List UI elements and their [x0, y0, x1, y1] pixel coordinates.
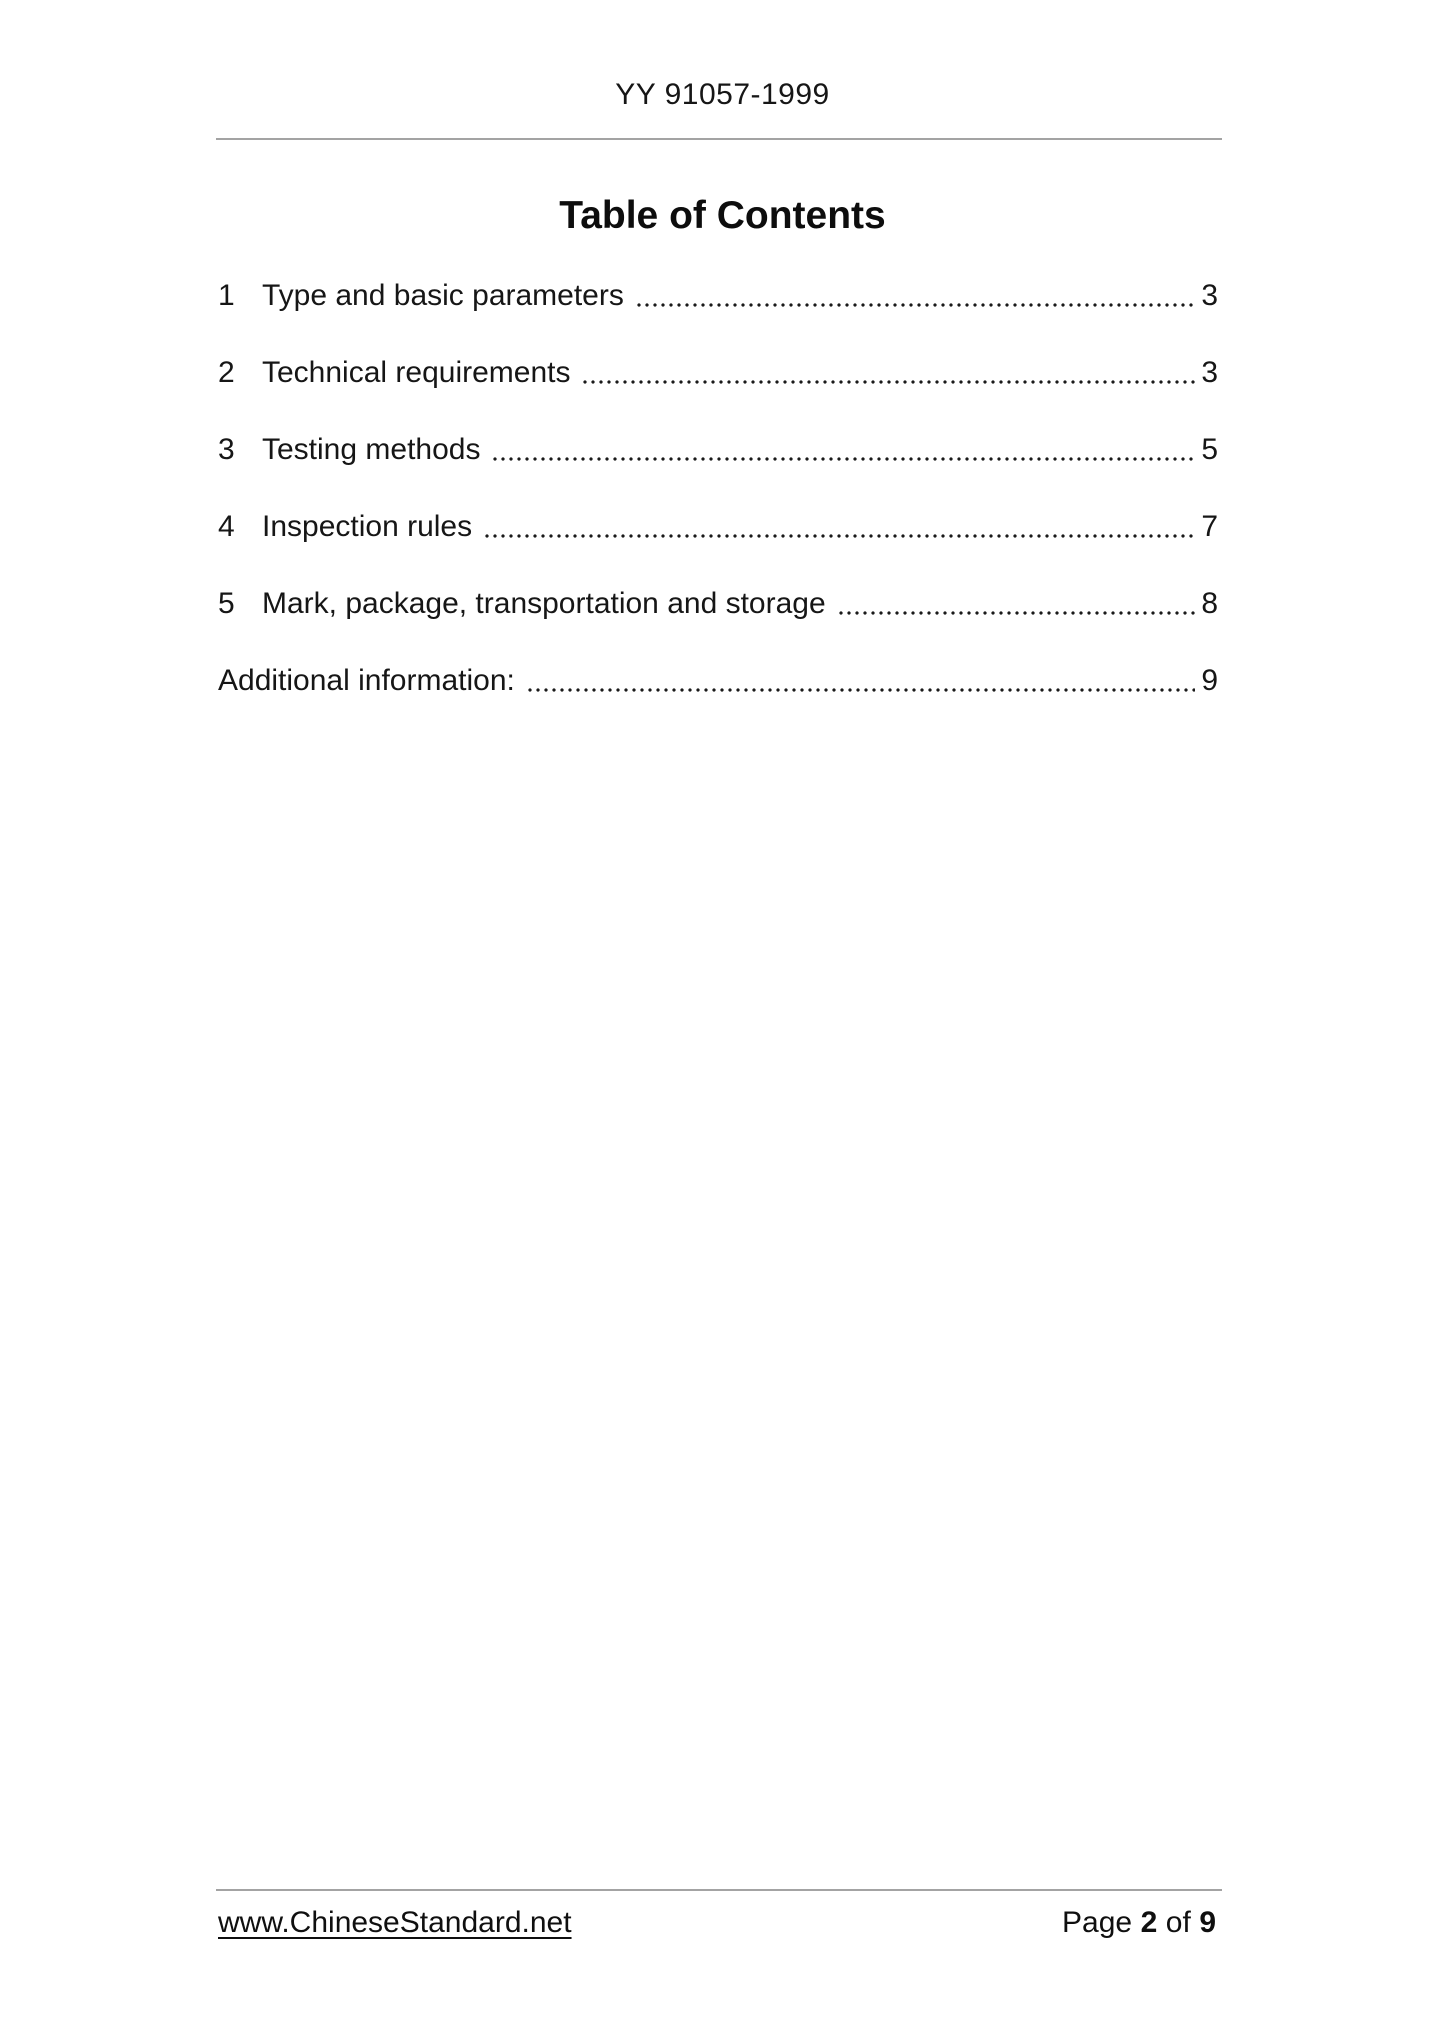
- toc-entry: [218, 663, 1218, 699]
- footer-page-word: Page: [1062, 1906, 1133, 1939]
- toc-list: [218, 278, 1218, 740]
- toc-entry: [218, 278, 1218, 314]
- footer-page-indicator: [1062, 1906, 1216, 1940]
- footer: [218, 1906, 1216, 1940]
- toc-entry-label: Additional information:: [218, 664, 515, 697]
- toc-leader-dots: [489, 432, 1195, 468]
- toc-entry: [218, 355, 1218, 391]
- toc-entry-page: 3: [1201, 356, 1218, 389]
- toc-entry-number: 1: [218, 279, 235, 312]
- footer-divider: [216, 1889, 1222, 1891]
- toc-entry: [218, 509, 1218, 545]
- toc-entry-label: Mark, package, transportation and storage: [262, 587, 826, 620]
- toc-entry-label: Inspection rules: [262, 510, 473, 543]
- toc-entry-page: 7: [1201, 510, 1218, 543]
- toc-entry: [218, 586, 1218, 622]
- toc-entry-page: 5: [1201, 433, 1218, 466]
- toc-leader-dots: [524, 663, 1195, 699]
- toc-leader-dots: [579, 355, 1195, 391]
- toc-entry-number: 3: [218, 433, 235, 466]
- toc-entry-number: 5: [218, 587, 235, 620]
- footer-page-total: 9: [1199, 1906, 1216, 1939]
- toc-entry-label: Technical requirements: [262, 356, 571, 389]
- toc-entry-label: Testing methods: [262, 433, 481, 466]
- toc-entry-label: Type and basic parameters: [262, 279, 624, 312]
- header-doc-number: YY 91057-1999: [615, 78, 830, 111]
- toc-entry: [218, 432, 1218, 468]
- toc-entry-number: 2: [218, 356, 235, 389]
- header-divider: [216, 138, 1222, 140]
- toc-entry-page: 8: [1201, 587, 1218, 620]
- footer-of-word: of: [1165, 1906, 1191, 1939]
- toc-leader-dots: [835, 586, 1196, 622]
- footer-website-link[interactable]: www.ChineseStandard.net: [218, 1906, 572, 1939]
- toc-entry-page: 9: [1201, 664, 1218, 697]
- page-title: Table of Contents: [559, 194, 886, 237]
- toc-leader-dots: [633, 278, 1195, 314]
- footer-page-current: 2: [1140, 1906, 1158, 1939]
- toc-entry-page: 3: [1201, 279, 1218, 312]
- toc-leader-dots: [481, 509, 1195, 545]
- toc-entry-number: 4: [218, 510, 235, 543]
